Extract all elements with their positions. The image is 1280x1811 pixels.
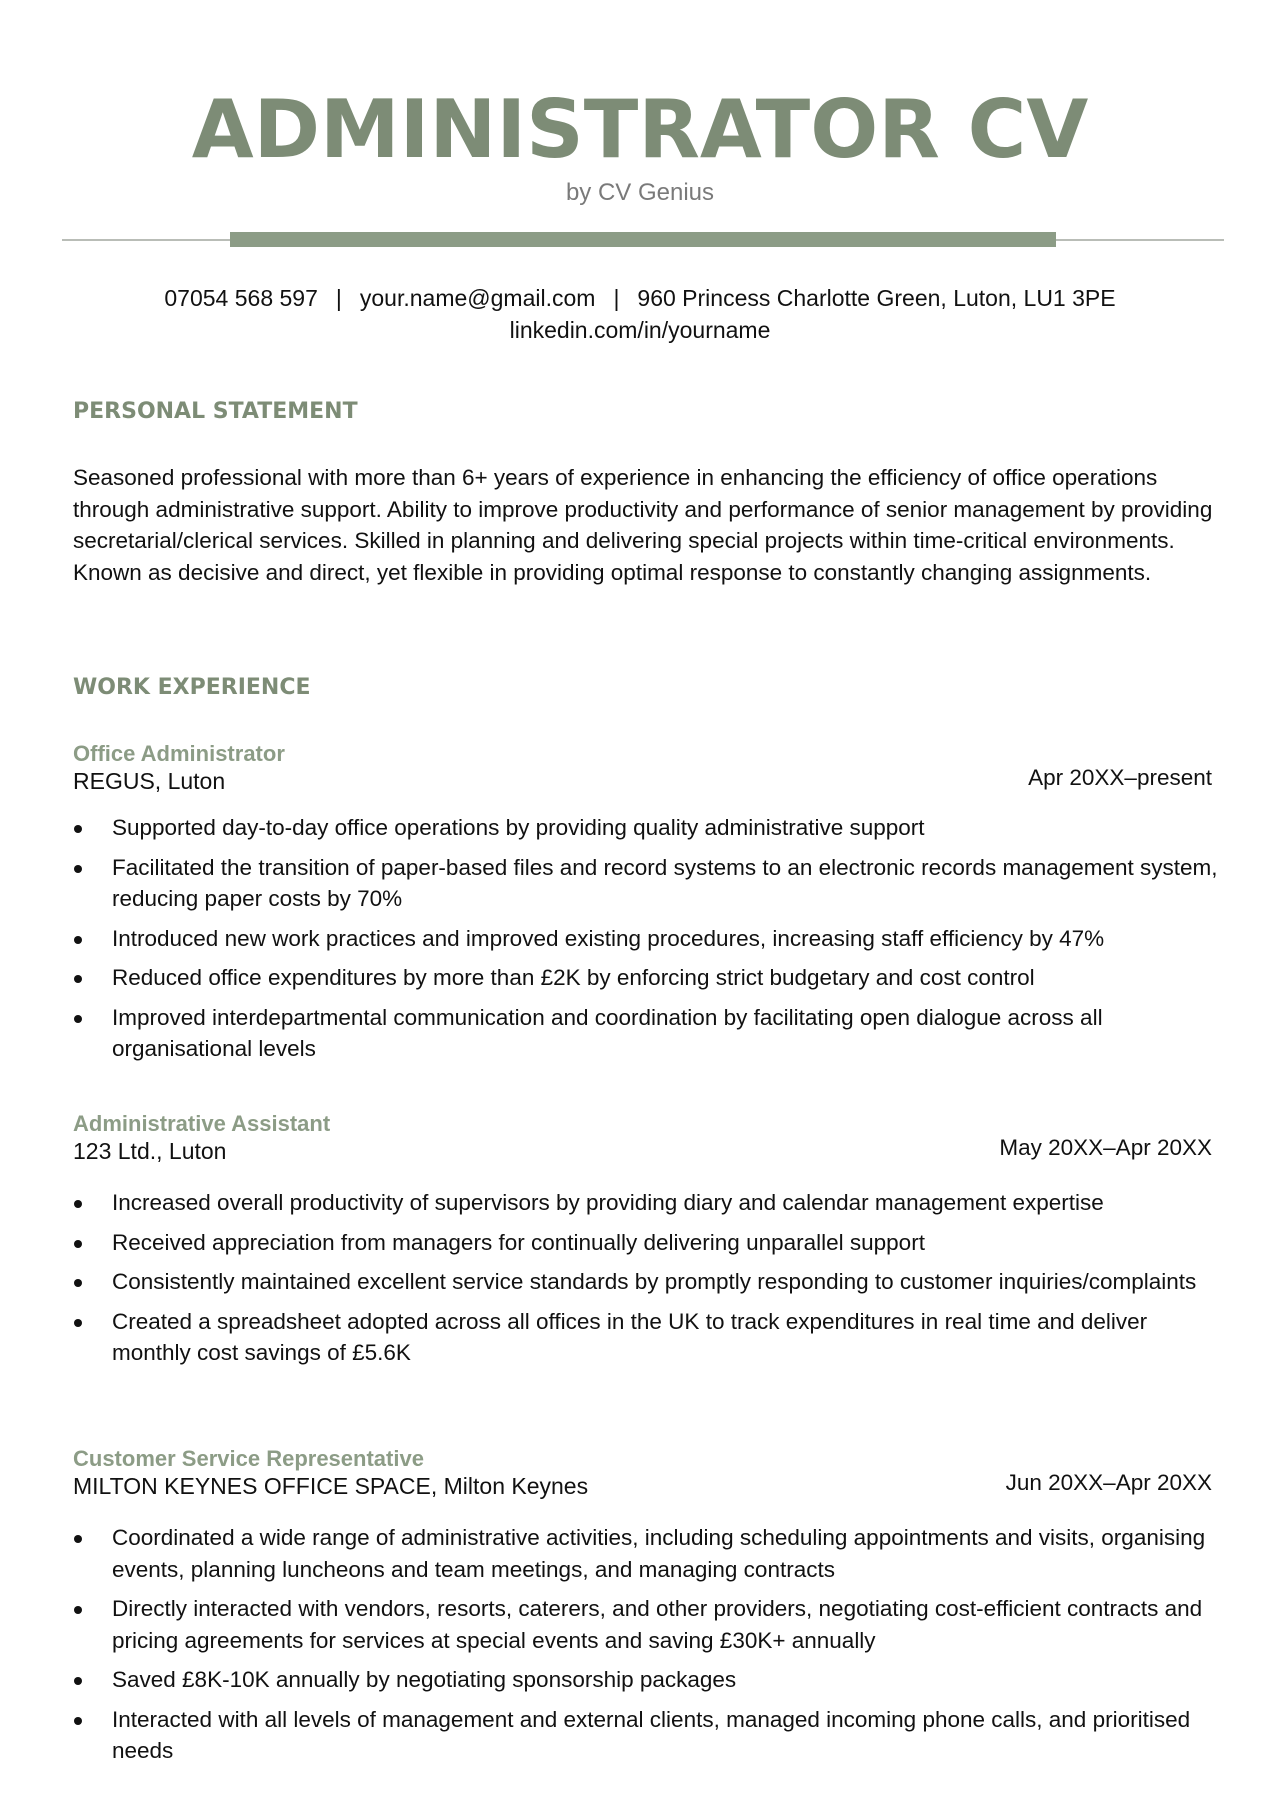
- bullet-dot-icon: [74, 825, 82, 833]
- bullet-text: Received appreciation from managers for continually delivering unparallel support: [112, 1229, 925, 1255]
- bullet-text: Created a spreadsheet adopted across all offices in the UK to track expenditures in real time and deliver monthly cost savings of £5.6K: [112, 1308, 1148, 1365]
- contact-linkedin[interactable]: linkedin.com/in/yourname: [509, 317, 771, 343]
- cv-subtitle: by CV Genius: [565, 179, 715, 206]
- bullet-item: [73, 1704, 1223, 1767]
- bullet-item: [73, 923, 1223, 955]
- bullet-item: [73, 1187, 1223, 1219]
- bullet-item: [73, 1664, 1223, 1696]
- bullet-dot-icon: [74, 936, 82, 944]
- bullet-dot-icon: [74, 1606, 82, 1614]
- job-dates: Apr 20XX–present: [1028, 765, 1212, 790]
- bullet-dot-icon: [74, 975, 82, 983]
- bullet-text: Increased overall productivity of supervisors by providing diary and calendar management expertise: [112, 1190, 1104, 1215]
- contact-phone[interactable]: 07054 568 597: [164, 285, 318, 311]
- work-experience-heading: WORK EXPERIENCE: [73, 675, 311, 700]
- job-bullets: [73, 812, 1223, 1073]
- bullet-text: Saved £8K-10K annually by negotiating sponsorship packages: [112, 1667, 737, 1692]
- bullet-text: Reduced office expenditures by more than £2K by enforcing strict budgetary and cost control: [112, 965, 1035, 990]
- bullet-text: Interacted with all levels of management and external clients, managed incoming phone calls, and prioritised needs: [112, 1706, 1191, 1763]
- cv-title: ADMINISTRATOR CV: [191, 83, 1089, 176]
- bullet-item: [73, 1266, 1223, 1298]
- contact-line-1: [0, 282, 1280, 314]
- bullet-text: Coordinated a wide range of administrative activities, including scheduling appointments and visits, organising events, planning luncheons and team meetings, and managing contracts: [112, 1525, 1206, 1582]
- personal-statement-heading: PERSONAL STATEMENT: [73, 399, 358, 424]
- contact-address: 960 Princess Charlotte Green, Luton, LU1 3PE: [637, 285, 1116, 311]
- bullet-dot-icon: [74, 1319, 82, 1327]
- bullet-dot-icon: [74, 1015, 82, 1023]
- contact-email[interactable]: your.name@gmail.com: [359, 285, 596, 311]
- personal-statement-text: Seasoned professional with more than 6+ years of experience in enhancing the efficiency of office operations through administrative support. Ability to improve productivity and performance of senior management by providing secretarial/clerical services. Skilled in planning and delivering special projects within time-critical environments. Known as decisive and direct, yet flexible in providing optimal response to constantly changing assignments.: [73, 465, 1213, 585]
- bullet-dot-icon: [74, 865, 82, 873]
- bullet-item: [73, 812, 1223, 844]
- bullet-dot-icon: [74, 1677, 82, 1685]
- bullet-text: Consistently maintained excellent service standards by promptly responding to customer inquiries/complaints: [112, 1269, 1197, 1294]
- job-dates: Jun 20XX–Apr 20XX: [1005, 1470, 1212, 1495]
- bullet-dot-icon: [74, 1717, 82, 1725]
- contact-info: [0, 282, 1280, 346]
- bullet-item: [73, 1522, 1223, 1585]
- contact-line-2: [0, 314, 1280, 346]
- bullet-item: [73, 1002, 1223, 1065]
- bullet-item: [73, 1306, 1223, 1369]
- job-title: Administrative Assistant: [73, 1111, 331, 1136]
- bullet-dot-icon: [74, 1200, 82, 1208]
- bullet-dot-icon: [74, 1279, 82, 1287]
- job-dates: May 20XX–Apr 20XX: [999, 1135, 1212, 1160]
- bullet-item: [73, 1593, 1223, 1656]
- bullet-dot-icon: [74, 1240, 82, 1248]
- job-company: REGUS, Luton: [73, 768, 226, 794]
- job-title: Office Administrator: [73, 741, 285, 766]
- bullet-text: Improved interdepartmental communication and coordination by facilitating open dialogue across all organisational levels: [112, 1004, 1103, 1061]
- job-company: MILTON KEYNES OFFICE SPACE, Milton Keynes: [73, 1473, 589, 1499]
- bullet-text: Introduced new work practices and improved existing procedures, increasing staff efficiency by 47%: [112, 925, 1105, 951]
- bullet-dot-icon: [74, 1535, 82, 1543]
- job-title: Customer Service Representative: [73, 1446, 424, 1471]
- contact-separator: |: [613, 285, 620, 311]
- bullet-text: Directly interacted with vendors, resorts, caterers, and other providers, negotiating cost-efficient contracts and pricing agreements for services at special events and saving £30K+ annually: [112, 1596, 1203, 1653]
- header-divider-accent: [230, 232, 1056, 247]
- bullet-text: Facilitated the transition of paper-based files and record systems to an electronic records management system, reducing paper costs by 70%: [112, 854, 1218, 911]
- job-company: 123 Ltd., Luton: [73, 1138, 227, 1164]
- contact-separator: |: [335, 285, 342, 311]
- bullet-item: [73, 852, 1223, 915]
- bullet-item: [73, 1227, 1223, 1259]
- job-bullets: [73, 1522, 1223, 1775]
- bullet-item: [73, 962, 1223, 994]
- bullet-text: Supported day-to-day office operations by providing quality administrative support: [112, 815, 925, 840]
- job-bullets: [73, 1187, 1223, 1377]
